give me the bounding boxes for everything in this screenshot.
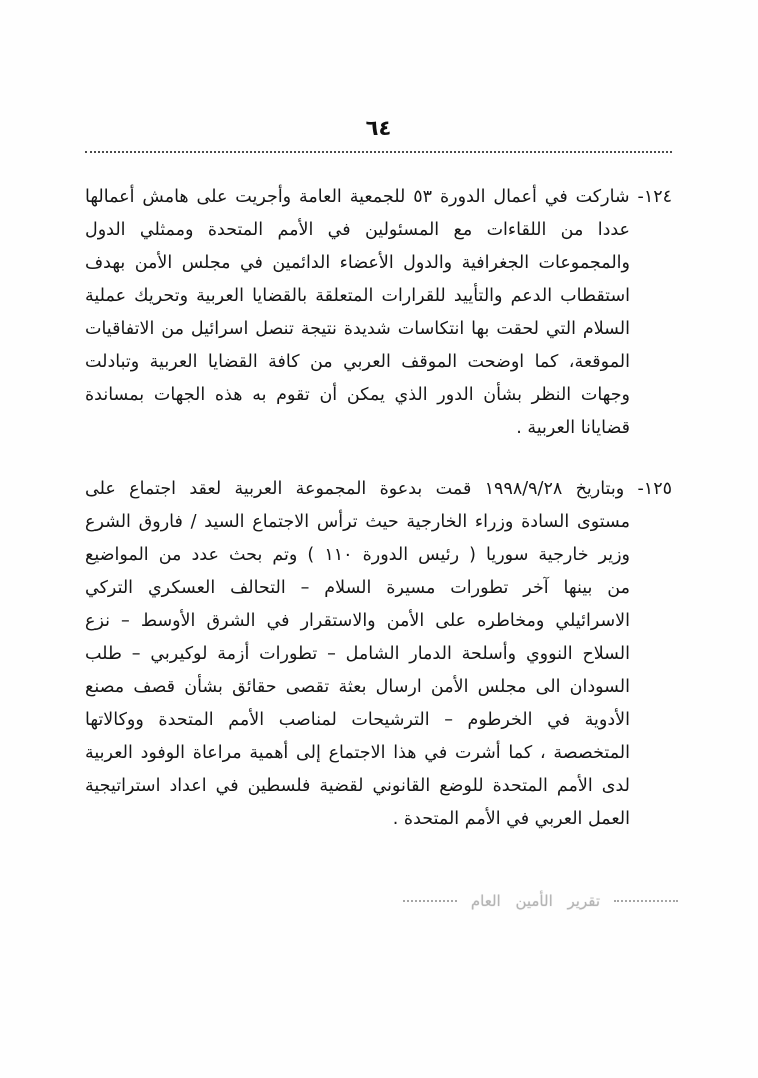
text-line: الاسرائيلي ومخاطره على الأمن والاستقرار في الشرق الأوسط – نزع bbox=[85, 611, 630, 631]
text-line: من بينها آخر تطورات مسيرة السلام – التحالف العسكري التركي bbox=[85, 578, 630, 598]
footer-stamp-text: تقرير الأمين العام bbox=[470, 892, 600, 910]
footer-stamp-row bbox=[403, 892, 678, 910]
text-line: عددا من اللقاءات مع المسئولين في الأمم المتحدة وممثلي الدول bbox=[85, 220, 630, 240]
text-line: مستوى السادة وزراء الخارجية حيث ترأس الاجتماع السيد / فاروق الشرع bbox=[85, 512, 630, 532]
text-line: وجهات النظر بشأن الدور الذي يمكن أن تقوم به هذه الجهات بمساندة bbox=[85, 385, 630, 405]
text-line: ١٢٤- شاركت في أعمال الدورة ٥٣ للجمعية العامة وأجريت على هامش أعمالها bbox=[85, 187, 673, 207]
footer-dash-left bbox=[403, 900, 457, 902]
text-line: والمجموعات الجغرافية والدول الأعضاء الدائمين في مجلس الأمن بهدف bbox=[85, 253, 630, 273]
text-line: قضايانا العربية . bbox=[516, 418, 630, 438]
text-line: وزير خارجية سوريا ( رئيس الدورة ١١٠ ) وتم بحث عدد من المواضيع bbox=[85, 545, 631, 565]
text-line: السلام التي لحقت بها انتكاسات شديدة نتيجة تنصل اسرائيل من الاتفاقيات bbox=[85, 319, 630, 339]
text-line: السلاح النووي وأسلحة الدمار الشامل – تطورات أزمة لوكيربي – طلب bbox=[85, 644, 630, 664]
text-line: السودان الى مجلس الأمن ارسال بعثة تقصى حقائق بشأن قصف مصنع bbox=[85, 677, 630, 697]
paragraph-125 bbox=[85, 473, 672, 836]
header-dotted-rule bbox=[85, 151, 672, 153]
text-line: الأدوية في الخرطوم – الترشيحات لمناصب الأمم المتحدة ووكالاتها bbox=[85, 710, 630, 730]
page-content bbox=[85, 181, 672, 864]
text-line: لدى الأمم المتحدة للوضع القانوني لقضية فلسطين في اعداد استراتيجية bbox=[85, 776, 630, 796]
page-number: ٦٤ bbox=[365, 116, 392, 140]
text-line: الموقعة، كما اوضحت الموقف العربي من كافة القضايا العربية وتبادلت bbox=[85, 352, 630, 372]
text-line: المتخصصة ، كما أشرت في هذا الاجتماع إلى أهمية مراعاة الوفود العربية bbox=[85, 743, 630, 763]
footer-dash-right bbox=[614, 900, 678, 902]
paragraph-124 bbox=[85, 181, 672, 445]
text-line: استقطاب الدعم والتأييد للقرارات المتعلقة بالقضايا العربية وتحريك عملية bbox=[85, 286, 630, 306]
text-line: ١٢٥- وبتاريخ ١٩٩٨/٩/٢٨ قمت بدعوة المجموعة العربية لعقد اجتماع على bbox=[85, 479, 672, 499]
text-line: العمل العربي في الأمم المتحدة . bbox=[392, 809, 630, 829]
